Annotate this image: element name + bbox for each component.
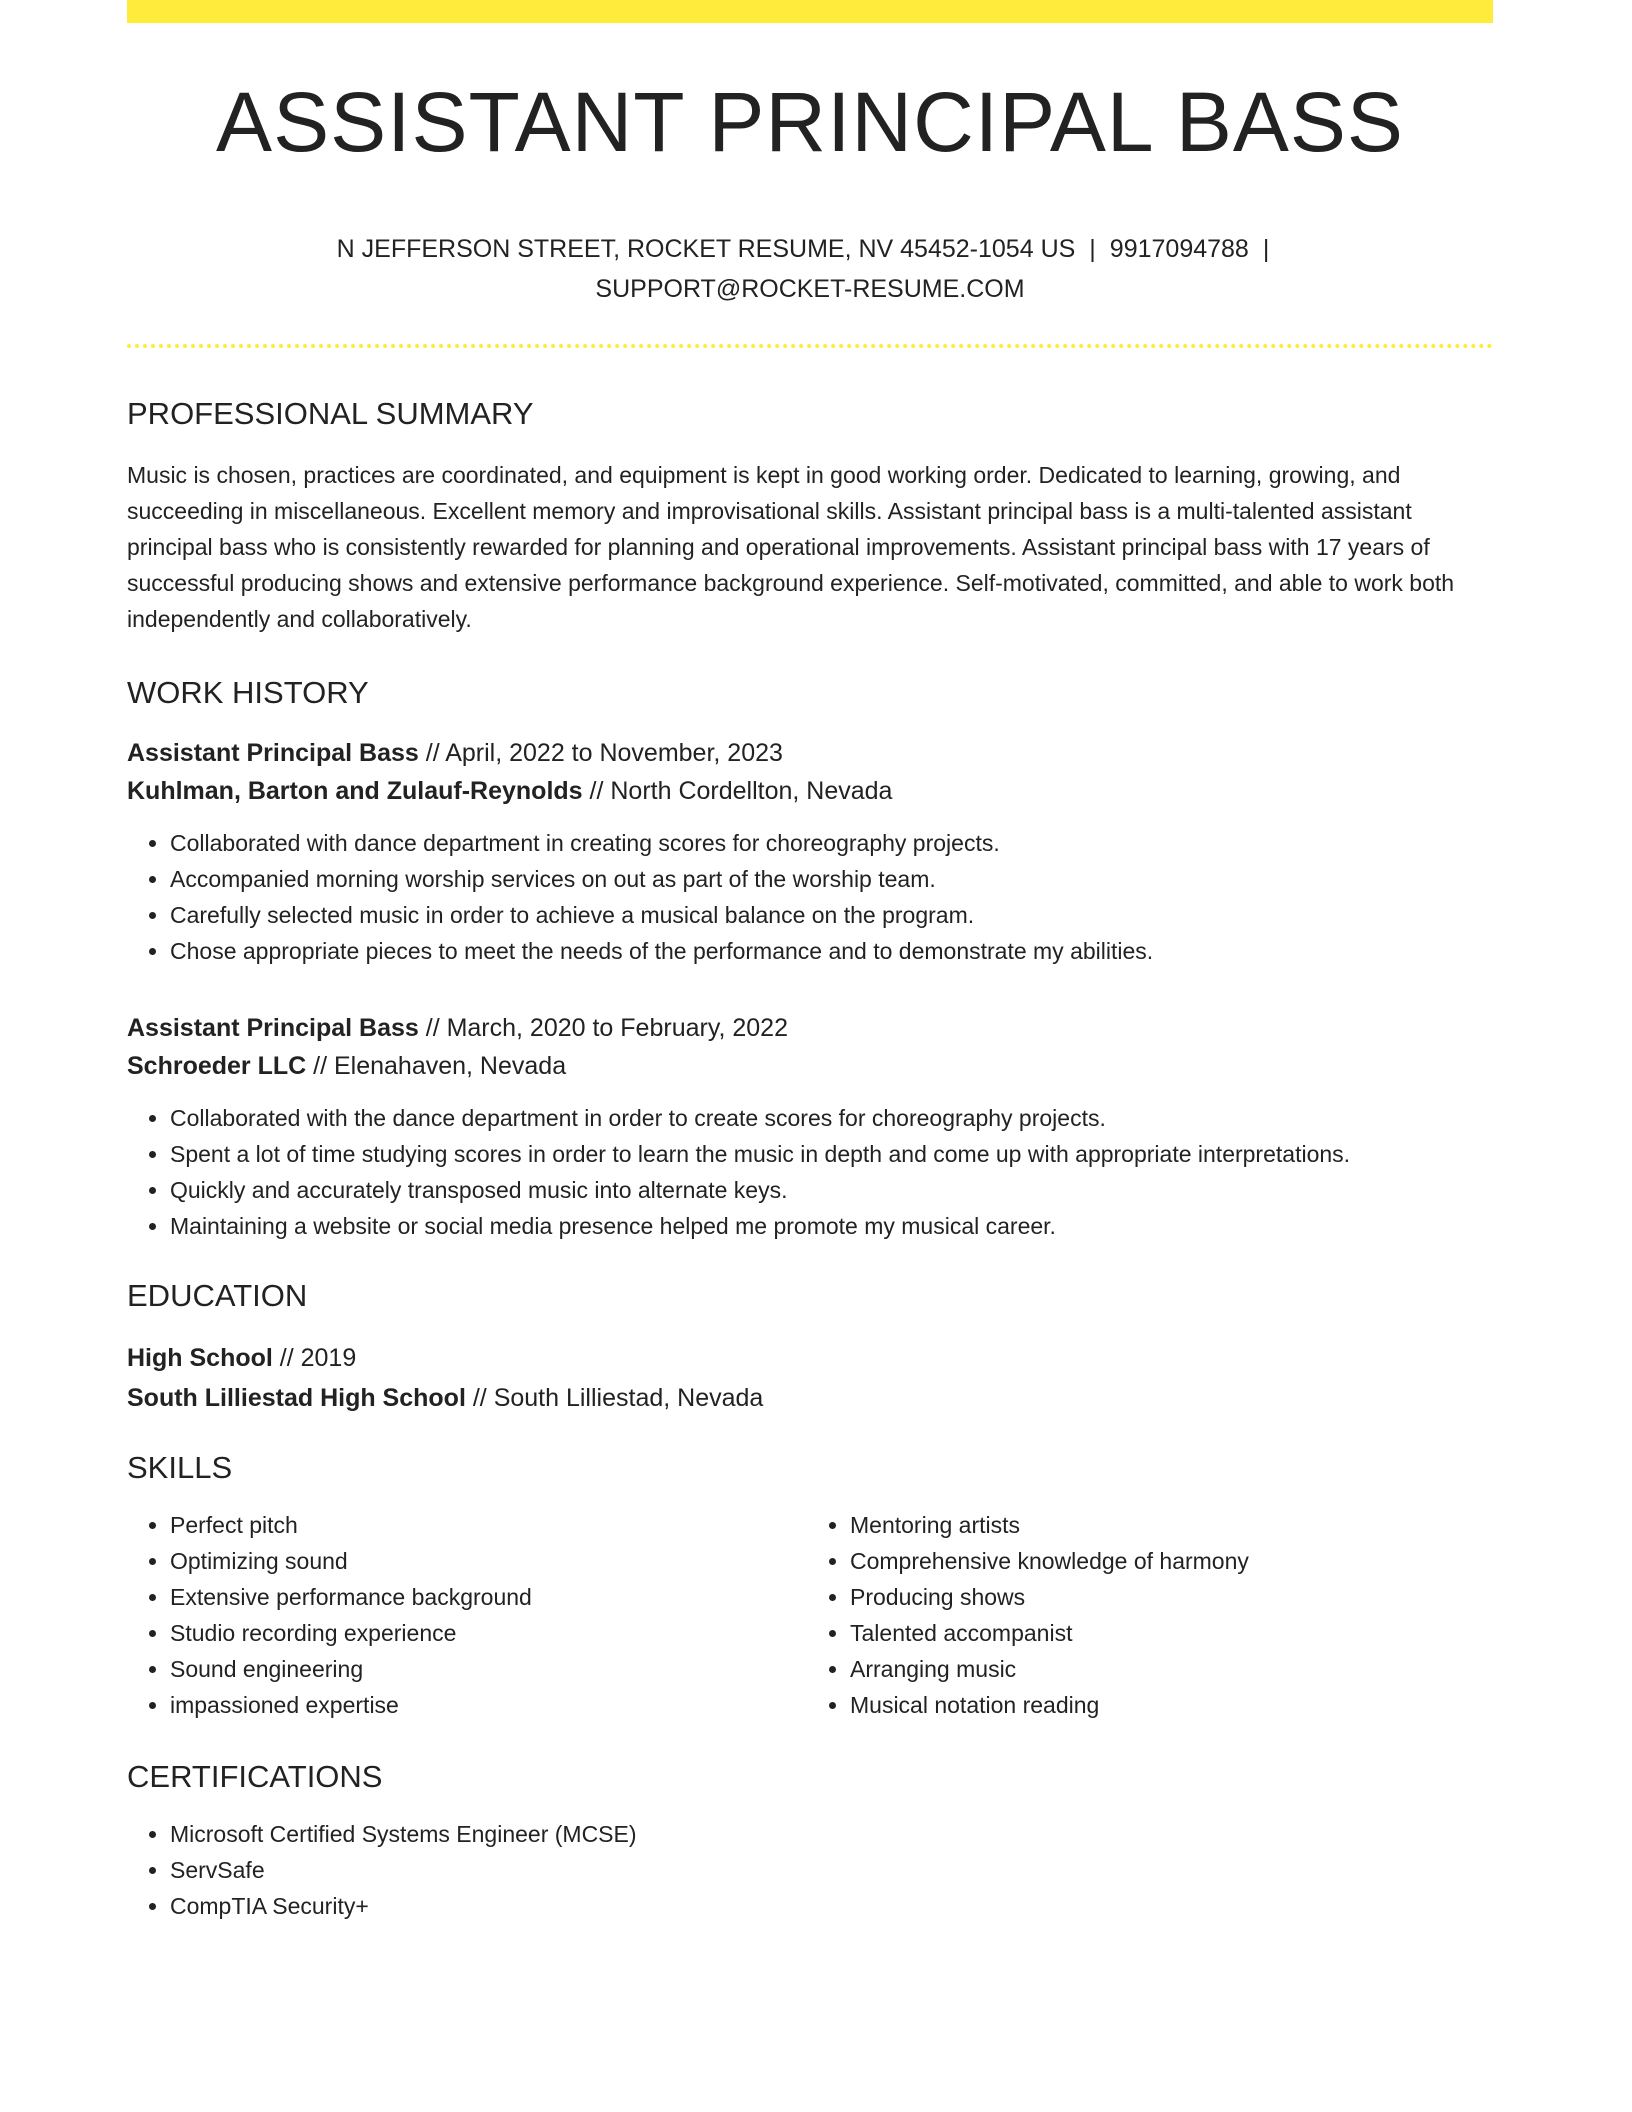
list-item: • Quickly and accurately transposed music into alternate keys. <box>170 1172 1493 1208</box>
contact-line-2 <box>127 269 1493 309</box>
job-bullets <box>127 825 1493 969</box>
education-school: South Lilliestad High School <box>127 1384 466 1412</box>
certification-item: • CompTIA Security+ <box>170 1888 1493 1924</box>
contact-line-1 <box>127 229 1493 269</box>
list-item: • Collaborated with dance department in creating scores for choreography projects. <box>170 825 1493 861</box>
job-entry <box>127 1009 1493 1244</box>
skills-list-left <box>127 1507 800 1723</box>
job-title-line <box>127 734 1493 772</box>
summary-text: Music is chosen, practices are coordinated, and equipment is kept in good working order. Dedicated to learning, growing, and succeeding in miscellaneous. Excellent memory and improvisational skills. Assistant principal bass is a multi-talented assistant principal bass who is consistently rewarded for planning and operational improvements. Assistant principal bass with 17 years of successful producing shows and extensive performance background experience. Self-motivated, committed, and able to work both independently and collaboratively. <box>127 462 1455 632</box>
list-item: • Carefully selected music in order to achieve a musical balance on the program. <box>170 897 1493 933</box>
job-company: Kuhlman, Barton and Zulauf-Reynolds <box>127 777 583 805</box>
resume-name: ASSISTANT PRINCIPAL BASS <box>216 75 1404 169</box>
job-location: // North Cordellton, Nevada <box>582 777 893 805</box>
dotted-divider <box>127 344 1493 348</box>
phone: 9917094788 <box>1109 235 1249 263</box>
skill-item: • Optimizing sound <box>170 1543 800 1579</box>
job-entry <box>127 734 1493 969</box>
skill-item: • Mentoring artists <box>850 1507 1480 1543</box>
job-location: // Elenahaven, Nevada <box>306 1052 567 1080</box>
address: N JEFFERSON STREET, ROCKET RESUME, NV 45452-1054 US <box>336 235 1076 263</box>
contact-separator: | <box>1089 235 1096 263</box>
job-dates: // April, 2022 to November, 2023 <box>418 739 783 767</box>
education-degree: High School <box>127 1344 273 1372</box>
skill-item: • Perfect pitch <box>170 1507 800 1543</box>
certification-item: • ServSafe <box>170 1852 1493 1888</box>
skill-item: • Arranging music <box>850 1651 1480 1687</box>
contact-info <box>127 229 1493 309</box>
contact-separator: | <box>1262 235 1270 263</box>
education-entry <box>127 1338 1493 1418</box>
section-title-summary: PROFESSIONAL SUMMARY <box>127 396 534 431</box>
section-title-certifications: CERTIFICATIONS <box>127 1759 383 1794</box>
skill-item: • impassioned expertise <box>170 1687 800 1723</box>
certifications-list <box>127 1816 1493 1924</box>
list-item: • Maintaining a website or social media presence helped me promote my musical career. <box>170 1208 1493 1244</box>
job-company: Schroeder LLC <box>127 1052 307 1080</box>
skill-item: • Studio recording experience <box>170 1615 800 1651</box>
certification-item: • Microsoft Certified Systems Engineer (MCSE) <box>170 1816 1493 1852</box>
email: SUPPORT@ROCKET-RESUME.COM <box>595 275 1025 303</box>
certifications-section <box>127 1816 1493 1924</box>
skill-item: • Producing shows <box>850 1579 1480 1615</box>
job-role: Assistant Principal Bass <box>127 739 419 767</box>
section-title-skills: SKILLS <box>127 1450 233 1485</box>
education-year: // 2019 <box>272 1344 357 1372</box>
section-title-education: EDUCATION <box>127 1278 308 1313</box>
skill-item: • Musical notation reading <box>850 1687 1480 1723</box>
job-dates: // March, 2020 to February, 2022 <box>418 1014 788 1042</box>
skills-list-right <box>800 1507 1480 1723</box>
skill-item: • Talented accompanist <box>850 1615 1480 1651</box>
skills-columns <box>127 1507 1493 1723</box>
education-degree-line <box>127 1338 1493 1378</box>
skill-item: • Sound engineering <box>170 1651 800 1687</box>
list-item: • Chose appropriate pieces to meet the needs of the performance and to demonstrate my abilities. <box>170 933 1493 969</box>
education-location: // South Lilliestad, Nevada <box>465 1384 764 1412</box>
list-item: • Spent a lot of time studying scores in order to learn the music in depth and come up with appropriate interpretations. <box>170 1136 1493 1172</box>
job-company-line <box>127 1047 1493 1085</box>
job-bullets <box>127 1100 1493 1244</box>
job-company-line <box>127 772 1493 810</box>
education-school-line <box>127 1378 1493 1418</box>
job-title-line <box>127 1009 1493 1047</box>
accent-bar <box>127 0 1493 23</box>
list-item: • Accompanied morning worship services on out as part of the worship team. <box>170 861 1493 897</box>
job-role: Assistant Principal Bass <box>127 1014 419 1042</box>
list-item: • Collaborated with the dance department in order to create scores for choreography projects. <box>170 1100 1493 1136</box>
section-title-work-history: WORK HISTORY <box>127 675 369 710</box>
skill-item: • Comprehensive knowledge of harmony <box>850 1543 1480 1579</box>
skill-item: • Extensive performance background <box>170 1579 800 1615</box>
resume-page <box>127 0 1493 1924</box>
